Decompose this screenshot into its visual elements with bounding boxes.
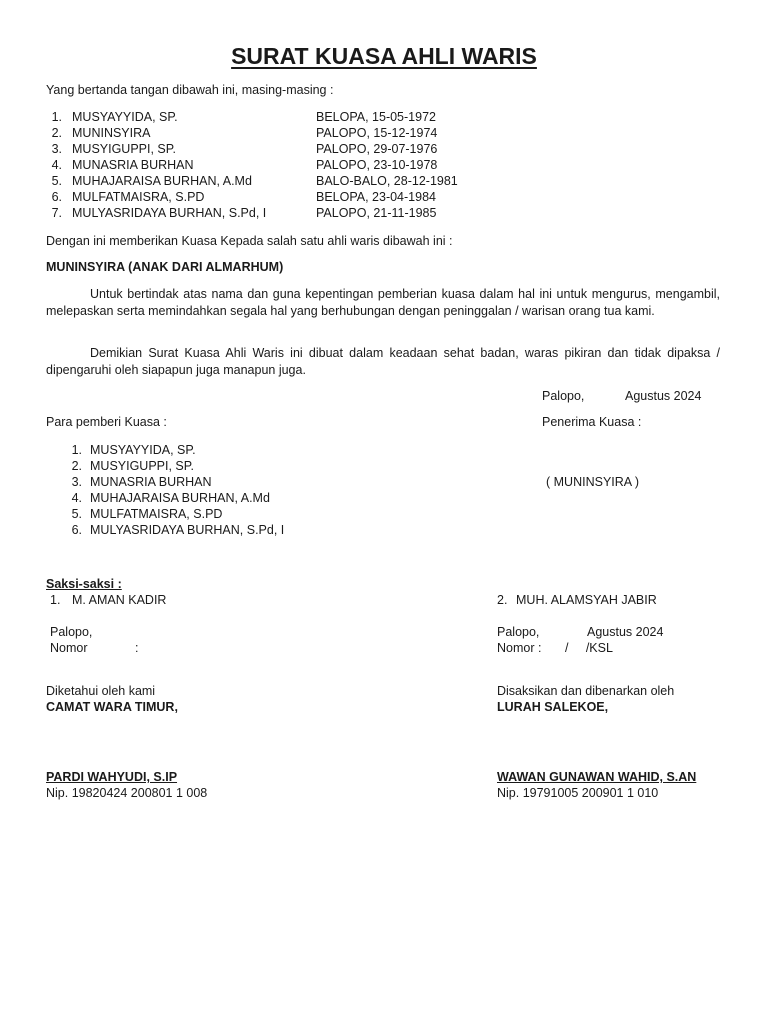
giver-item: 3. MUNASRIA BURHAN — [71, 475, 212, 489]
heir-item: 7. MULYASRIDAYA BURHAN, S.Pd, I PALOPO, 21-11-1985 — [51, 206, 437, 220]
witness1-nomor-label: Nomor — [50, 641, 88, 655]
witness1-place: Palopo, — [50, 625, 93, 639]
grantee-name: MUNINSYIRA (ANAK DARI ALMARHUM) — [46, 260, 284, 274]
left-official-name: PARDI WAHYUDI, S.IP — [46, 770, 178, 784]
heir-item: 1. MUSYAYYIDA, SP. BELOPA, 15-05-1972 — [51, 110, 436, 124]
witness1-nomor-value: : — [135, 641, 139, 655]
witness1-name: M. AMAN KADIR — [72, 593, 167, 607]
intro-text: Yang bertanda tangan dibawah ini, masing-masing : — [46, 83, 334, 97]
heir-item: 4. MUNASRIA BURHAN PALOPO, 23-10-1978 — [51, 158, 438, 172]
left-official-nip: Nip. 19820424 200801 1 008 — [46, 786, 208, 800]
paragraph-closing: Demikian Surat Kuasa Ahli Waris ini dibuat dalam keadaan sehat badan, waras pikiran dan tidak dipaksa / dipengaruhi oleh siapapun juga manapun juga. — [46, 346, 720, 377]
document-title: SURAT KUASA AHLI WARIS — [231, 43, 537, 69]
grant-text: Dengan ini memberikan Kuasa Kepada salah satu ahli waris dibawah ini : — [46, 234, 453, 248]
date-label: Agustus 2024 — [625, 389, 702, 403]
place-label: Palopo, — [542, 389, 585, 403]
witness2-nomor-value: / /KSL — [565, 641, 613, 655]
receiver-name: ( MUNINSYIRA ) — [546, 475, 640, 489]
witness2-nomor-label: Nomor : — [497, 641, 542, 655]
right-known-by: Disaksikan dan dibenarkan oleh — [497, 684, 675, 698]
giver-item: 1. MUSYAYYIDA, SP. — [71, 443, 196, 457]
witness1-num: 1. — [50, 593, 61, 607]
witness2-place: Palopo, — [497, 625, 540, 639]
givers-list — [66, 442, 366, 538]
witnesses-label: Saksi-saksi : — [46, 577, 122, 591]
givers-label: Para pemberi Kuasa : — [46, 415, 167, 429]
paragraph-purpose: Untuk bertindak atas nama dan guna kepentingan pemberian kuasa dalam hal ini untuk mengurus, mengambil, melepaskan serta memindahkan segala hal yang berhubungan dengan peninggalan / warisan orang tua kami. — [46, 287, 720, 318]
giver-item: 5. MULFATMAISRA, S.PD — [71, 507, 223, 521]
right-official-nip: Nip. 19791005 200901 1 010 — [497, 786, 659, 800]
left-known-by: Diketahui oleh kami — [46, 684, 156, 698]
heir-item: 2. MUNINSYIRA PALOPO, 15-12-1974 — [51, 126, 438, 140]
heirs-list — [46, 109, 546, 221]
giver-item: 2. MUSYIGUPPI, SP. — [71, 459, 194, 473]
witness2-date: Agustus 2024 — [587, 625, 664, 639]
witness2-name: MUH. ALAMSYAH JABIR — [516, 593, 657, 607]
heir-item: 3. MUSYIGUPPI, SP. PALOPO, 29-07-1976 — [51, 142, 438, 156]
giver-item: 4. MUHAJARAISA BURHAN, A.Md — [71, 491, 270, 505]
giver-item: 6. MULYASRIDAYA BURHAN, S.Pd, I — [71, 523, 285, 537]
right-office: LURAH SALEKOE, — [497, 700, 609, 714]
left-office: CAMAT WARA TIMUR, — [46, 700, 178, 714]
heir-item: 5. MUHAJARAISA BURHAN, A.Md BALO-BALO, 28-12-1981 — [51, 174, 458, 188]
witness2-num: 2. — [497, 593, 508, 607]
right-official-name: WAWAN GUNAWAN WAHID, S.AN — [497, 770, 697, 784]
heir-item: 6. MULFATMAISRA, S.PD BELOPA, 23-04-1984 — [51, 190, 436, 204]
receiver-label: Penerima Kuasa : — [542, 415, 642, 429]
